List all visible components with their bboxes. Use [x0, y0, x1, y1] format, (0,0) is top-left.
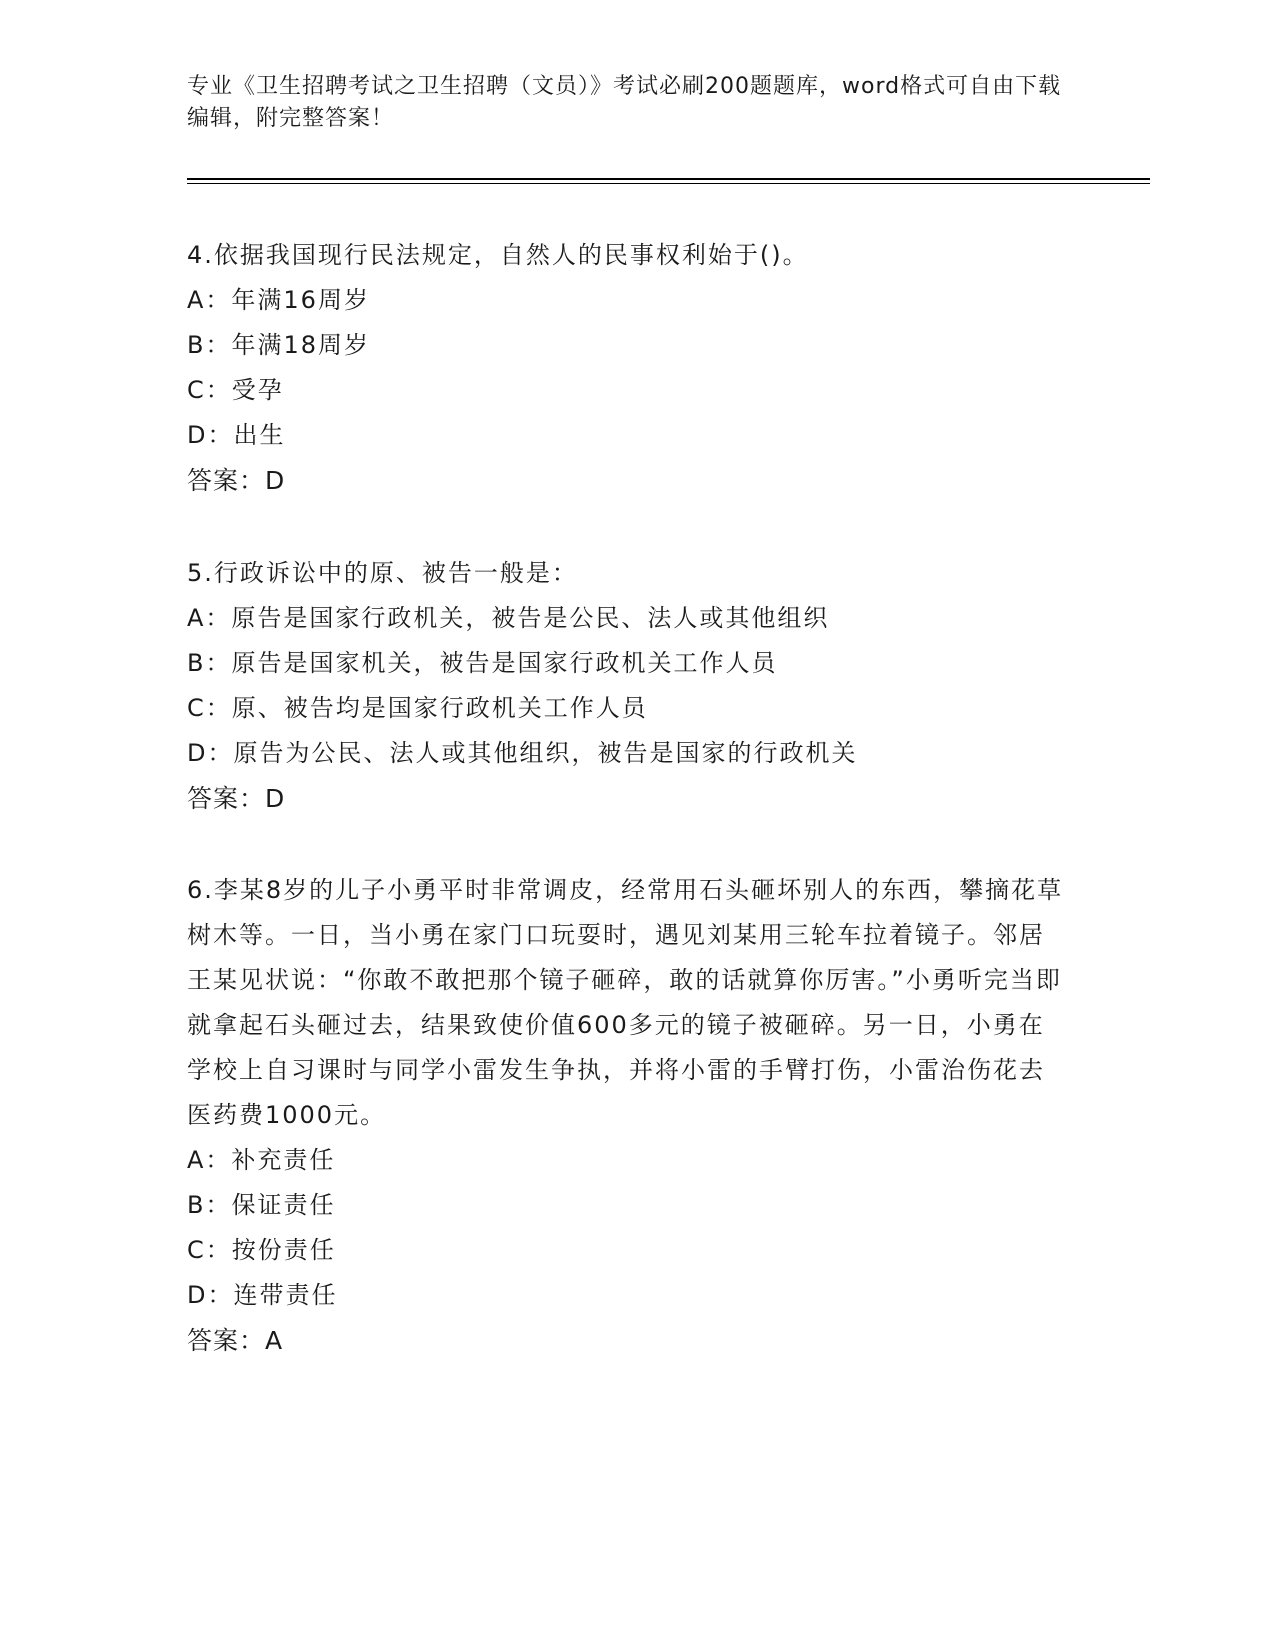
answer-line: 答案：D: [187, 466, 286, 495]
option-c: C：原、被告均是国家行政机关工作人员: [187, 694, 648, 722]
option-b: B：年满18周岁: [187, 331, 371, 359]
header-divider-thick: [187, 178, 1150, 180]
option-a: A：补充责任: [187, 1146, 336, 1174]
option-c: C：受孕: [187, 376, 284, 404]
question-5: [187, 551, 1067, 821]
answer-line: 答案：D: [187, 784, 286, 813]
question-stem: 4.依据我国现行民法规定，自然人的民事权利始于()。: [187, 241, 809, 269]
question-6: [187, 868, 1067, 1363]
option-a: A：原告是国家行政机关，被告是公民、法人或其他组织: [187, 604, 830, 632]
option-a: A：年满16周岁: [187, 286, 370, 314]
header-divider-thin: [187, 183, 1150, 184]
option-b: B：保证责任: [187, 1191, 336, 1219]
question-stem: 5.行政诉讼中的原、被告一般是：: [187, 559, 578, 587]
option-d: D：出生: [187, 421, 286, 449]
option-c: C：按份责任: [187, 1236, 336, 1264]
option-b: B：原告是国家机关，被告是国家行政机关工作人员: [187, 649, 778, 677]
document-header: 专业《卫生招聘考试之卫生招聘（文员）》考试必刷200题题库，word格式可自由下载编辑，附完整答案！: [187, 74, 1062, 131]
option-d: D：连带责任: [187, 1281, 338, 1309]
option-d: D：原告为公民、法人或其他组织，被告是国家的行政机关: [187, 739, 858, 767]
answer-line: 答案：A: [187, 1326, 284, 1355]
question-stem: 6.李某8岁的儿子小勇平时非常调皮，经常用石头砸坏别人的东西，攀摘花草树木等。一日，当小勇在家门口玩耍时，遇见刘某用三轮车拉着镜子。邻居王某见状说：“你敢不敢把那个镜子砸碎，敢的话就算你厉害。”小勇听完当即就拿起石头砸过去，结果致使价值600多元的镜子被砸碎。另一日，小勇在学校上自习课时与同学小雷发生争执，并将小雷的手臂打伤，小雷治伤花去医药费1000元。: [187, 876, 1064, 1129]
question-4: [187, 233, 1067, 503]
